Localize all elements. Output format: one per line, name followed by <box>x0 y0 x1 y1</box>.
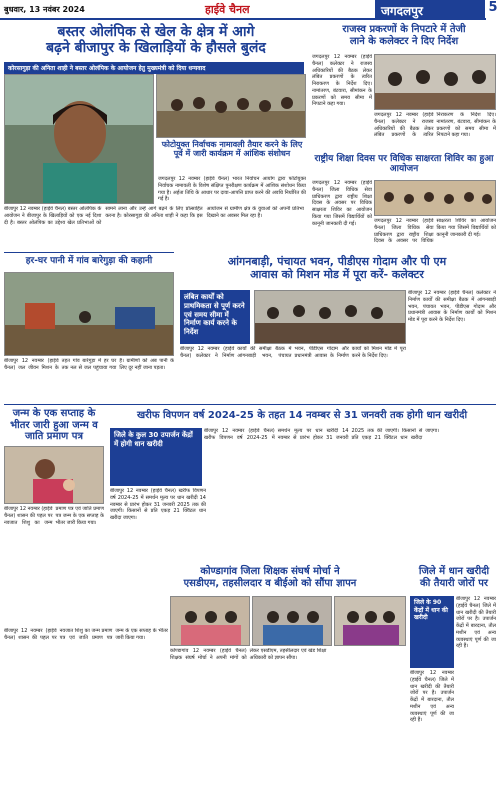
revenue-body: जगदलपुर 12 नवम्बर (हाईवे चैनल) कलेक्टर ने राजस्व अधिकारियों की बैठक लेकर लंबित प्रकरणों के त्वरित निराकरण के निर्देश दिए। नामांतरण, बंटवारा, सीमांकन के प्रकरणों को समय सीमा में निपटाने कहा गया। <box>312 54 372 108</box>
kondagaon-body: कोण्डागांव 12 नवम्बर (हाईवे चैनल) शिक्षक संघर्ष मोर्चा ने अपनी मांगों को लेकर एसडीएम, तहसीलदार एवं खंड शिक्षा अधिकारी को ज्ञापन सौंपा। <box>170 648 327 661</box>
anganwadi-headline: आंगनबाड़ी, पंचायत भवन, पीडीएस गोदाम और पी एम आवास को मिशन मोड में पूरा करें- कलेक्टर <box>227 255 447 281</box>
review-meeting-photo-illustration <box>255 291 406 344</box>
crowd-photo-illustration <box>157 75 306 138</box>
har-ghar-photo <box>4 272 174 356</box>
har-ghar-headline: हर-घर पानी में गांव बारेगुड़ा की कहानी <box>25 256 153 266</box>
olympic-headline: बस्तर ओलंपिक से खेल के क्षेत्र में आगे बढ़ने बीजापुर के खिलाड़ियों के हौसले बुलंद <box>46 24 266 57</box>
electoral-roll-body: जगदलपुर 12 नवम्बर (हाईवे चैनल) भारत निर्वाचन आयोग द्वारा फोटोयुक्त निर्वाचक नामावली के विशेष संक्षिप्त पुनरीक्षण कार्यक्रम में आंशिक संशोधन किया गया है। अर्हता तिथि के आधार पर दावा-आपत्ति प्राप्त करने की अवधि निर्धारित की गई है। <box>158 176 306 203</box>
har-ghar-body: बीजापुर 12 नवम्बर (हाईवे चैनल) जल जीवन मिशन के तहत गांव बारेगुड़ा में हर घर तक नल से जल पहुंचाया गया है। ग्रामीणों को अब पानी के लिए दूर नहीं जाना पड़ता। <box>4 358 174 371</box>
page-number: 5 <box>486 0 500 20</box>
olympic-body: बीजापुर 12 नवम्बर (हाईवे चैनल) बस्तर ओलंपिक के आयोजन ने बीजापुर के खिलाड़ियों को एक नई दिशा दी है। बस्तर ओलंपिक का उद्देश्य खेल प्रतिभाओं को सामने लाना और उन्हें आगे बढ़ने के लिए प्रोत्साहित करना है। कोरसागुड़ा की अनिता शाही ने कहा कि इस आयोजन से ग्रामीण क्षेत्र के युवाओं को अपनी प्रतिभा दिखाने का अवसर मिल रहा है। <box>4 206 304 226</box>
paddy-highlight: जिले के कुल 30 उपार्जन केंद्रों में होगी धान खरीदी <box>110 428 202 486</box>
meeting-photo-illustration <box>375 55 496 110</box>
olympic-photo-crowd <box>156 74 306 138</box>
edition-city: जगदलपुर <box>375 0 485 20</box>
memorandum-photo-illustration <box>335 597 406 646</box>
kondagaon-headline: कोण्डागांव जिला शिक्षक संघर्ष मोर्चा ने एसडीएम, तहसीलदार व बीईओ को सौंपा ज्ञापन <box>183 566 357 589</box>
birth-headline: जन्म के एक सप्ताह के भीतर जारी हुआ जन्म व जाति प्रमाण पत्र <box>10 408 98 442</box>
revenue-headline: राजस्व प्रकरणों के निपटारे में तेजी लाने के कलेक्टर ने दिए निर्देश <box>342 24 466 47</box>
revenue-body-2: जगदलपुर 12 नवम्बर (हाईवे चैनल) कलेक्टर ने राजस्व अधिकारियों की बैठक लेकर लंबित प्रकरणों के त्वरित निराकरण के निर्देश दिए। नामांतरण, बंटवारा, सीमांकन के प्रकरणों को समय सीमा में निपटाने कहा गया। <box>374 112 496 139</box>
page-header <box>0 0 500 20</box>
education-photo <box>374 180 496 216</box>
village-water-photo-illustration <box>5 273 174 356</box>
olympic-strip: कोरसागुड़ा की अनिता शाही ने बस्तर ओलंपिक के आयोजन हेतु मुख्यमंत्री को दिया धन्यवाद <box>4 62 304 74</box>
mother-baby-photo-illustration <box>5 447 104 504</box>
district-body: बीजापुर 12 नवम्बर (हाईवे चैनल) जिले में धान खरीदी की तैयारी जोरों पर है। उपार्जन केंद्रों में बारदाना, तौल मशीन एवं अन्य व्यवस्थाएं पूर्ण की जा रही हैं। <box>456 596 496 650</box>
divider <box>4 252 174 253</box>
anganwadi-body-right: बीजापुर 12 नवम्बर (हाईवे चैनल) कलेक्टर ने निर्माण कार्यों की समीक्षा बैठक में आंगनबाड़ी भवन, पंचायत भवन, पीडीएस गोदाम और प्रधानमंत्री आवास के निर्माण कार्यों को मिशन मोड में पूरा करने के निर्देश दिए। <box>408 290 496 323</box>
birth-body: बीजापुर 12 नवम्बर (हाईवे चैनल) शासन की पहल पर नवजात शिशु का जन्म प्रमाण पत्र एवं जाति प्रमाण पत्र जन्म के एक सप्ताह के भीतर जारी किया गया। <box>4 506 104 526</box>
birth-body-2: बीजापुर 12 नवम्बर (हाईवे चैनल) शासन की पहल पर नवजात शिशु का जन्म प्रमाण पत्र एवं जाति प्रमाण पत्र जन्म के एक सप्ताह के भीतर जारी किया गया। <box>4 628 168 641</box>
education-headline: राष्ट्रीय शिक्षा दिवस पर विधिक साक्षरता शिविर का हुआ आयोजन <box>314 154 494 175</box>
kondagaon-photo-1 <box>170 596 250 646</box>
district-headline: जिले में धान खरीदी की तैयारी जोरों पर <box>418 566 490 589</box>
olympic-photo-girl <box>4 74 154 204</box>
students-photo-illustration <box>375 181 496 216</box>
anganwadi-body: बीजापुर 12 नवम्बर (हाईवे चैनल) कलेक्टर ने निर्माण कार्यों की समीक्षा बैठक में आंगनबाड़ी भवन, पंचायत भवन, पीडीएस गोदाम और प्रधानमंत्री आवास के निर्माण कार्यों को मिशन मोड में पूरा करने के निर्देश दिए। <box>180 346 406 359</box>
memorandum-photo-illustration <box>171 597 250 646</box>
education-body: जगदलपुर 12 नवम्बर (हाईवे चैनल) जिला विधिक सेवा प्राधिकरण द्वारा राष्ट्रीय शिक्षा दिवस के अवसर पर विधिक साक्षरता शिविर का आयोजन किया गया जिसमें विद्यार्थियों को कानूनी जानकारी दी गई। <box>312 180 372 227</box>
education-body-2: जगदलपुर 12 नवम्बर (हाईवे चैनल) जिला विधिक सेवा प्राधिकरण द्वारा राष्ट्रीय शिक्षा दिवस के अवसर पर विधिक साक्षरता शिविर का आयोजन किया गया जिसमें विद्यार्थियों को कानूनी जानकारी दी गई। <box>374 218 496 245</box>
issue-date: बुधवार, 13 नवंबर 2024 <box>4 5 85 14</box>
kondagaon-photo-2 <box>252 596 332 646</box>
electoral-roll-headline: फोटोयुक्त निर्वाचक नामावली तैयार करने के लिए पूर्व में जारी कार्यक्रम में आंशिक संशोधन <box>161 140 303 159</box>
birth-photo <box>4 446 104 504</box>
divider <box>4 404 496 405</box>
newspaper-brand: हाईवे चैनल <box>205 3 250 16</box>
anganwadi-meeting-photo <box>254 290 406 344</box>
revenue-meeting-photo <box>374 54 496 110</box>
anganwadi-highlight: लंबित कार्यों को प्राथमिकता से पूर्ण करने एवं समय सीमा में निर्माण कार्य करने के निर्देश <box>180 290 250 344</box>
girl-photo-illustration <box>5 75 154 204</box>
kondagaon-photo-3 <box>334 596 406 646</box>
district-highlight: जिले के 90 केंद्रों में धान की खरीदी <box>410 596 454 668</box>
electoral-roll-box <box>158 140 306 174</box>
paddy-headline: खरीफ विपणन वर्ष 2024-25 के तहत 14 नवम्बर से 31 जनवरी तक होगी धान खरीदी <box>136 410 468 421</box>
paddy-body-2: बीजापुर 12 नवम्बर (हाईवे चैनल) खरीफ विपणन वर्ष 2024-25 में समर्थन मूल्य पर धान खरीदी 14 नवम्बर से प्रारंभ होकर 31 जनवरी 2025 तक की जाएगी। किसानों से प्रति एकड़ 21 क्विंटल धान खरीदा जाएगा। <box>110 488 206 521</box>
district-body-2: बीजापुर 12 नवम्बर (हाईवे चैनल) जिले में धान खरीदी की तैयारी जोरों पर है। उपार्जन केंद्रों में बारदाना, तौल मशीन एवं अन्य व्यवस्थाएं पूर्ण की जा रही हैं। <box>410 670 454 724</box>
memorandum-photo-illustration <box>253 597 332 646</box>
paddy-body: बीजापुर 12 नवम्बर (हाईवे चैनल) खरीफ विपणन वर्ष 2024-25 में समर्थन मूल्य पर धान खरीदी 14 नवम्बर से प्रारंभ होकर 31 जनवरी 2025 तक की जाएगी। किसानों से प्रति एकड़ 21 क्विंटल धान खरीदा जाएगा। <box>204 428 440 441</box>
